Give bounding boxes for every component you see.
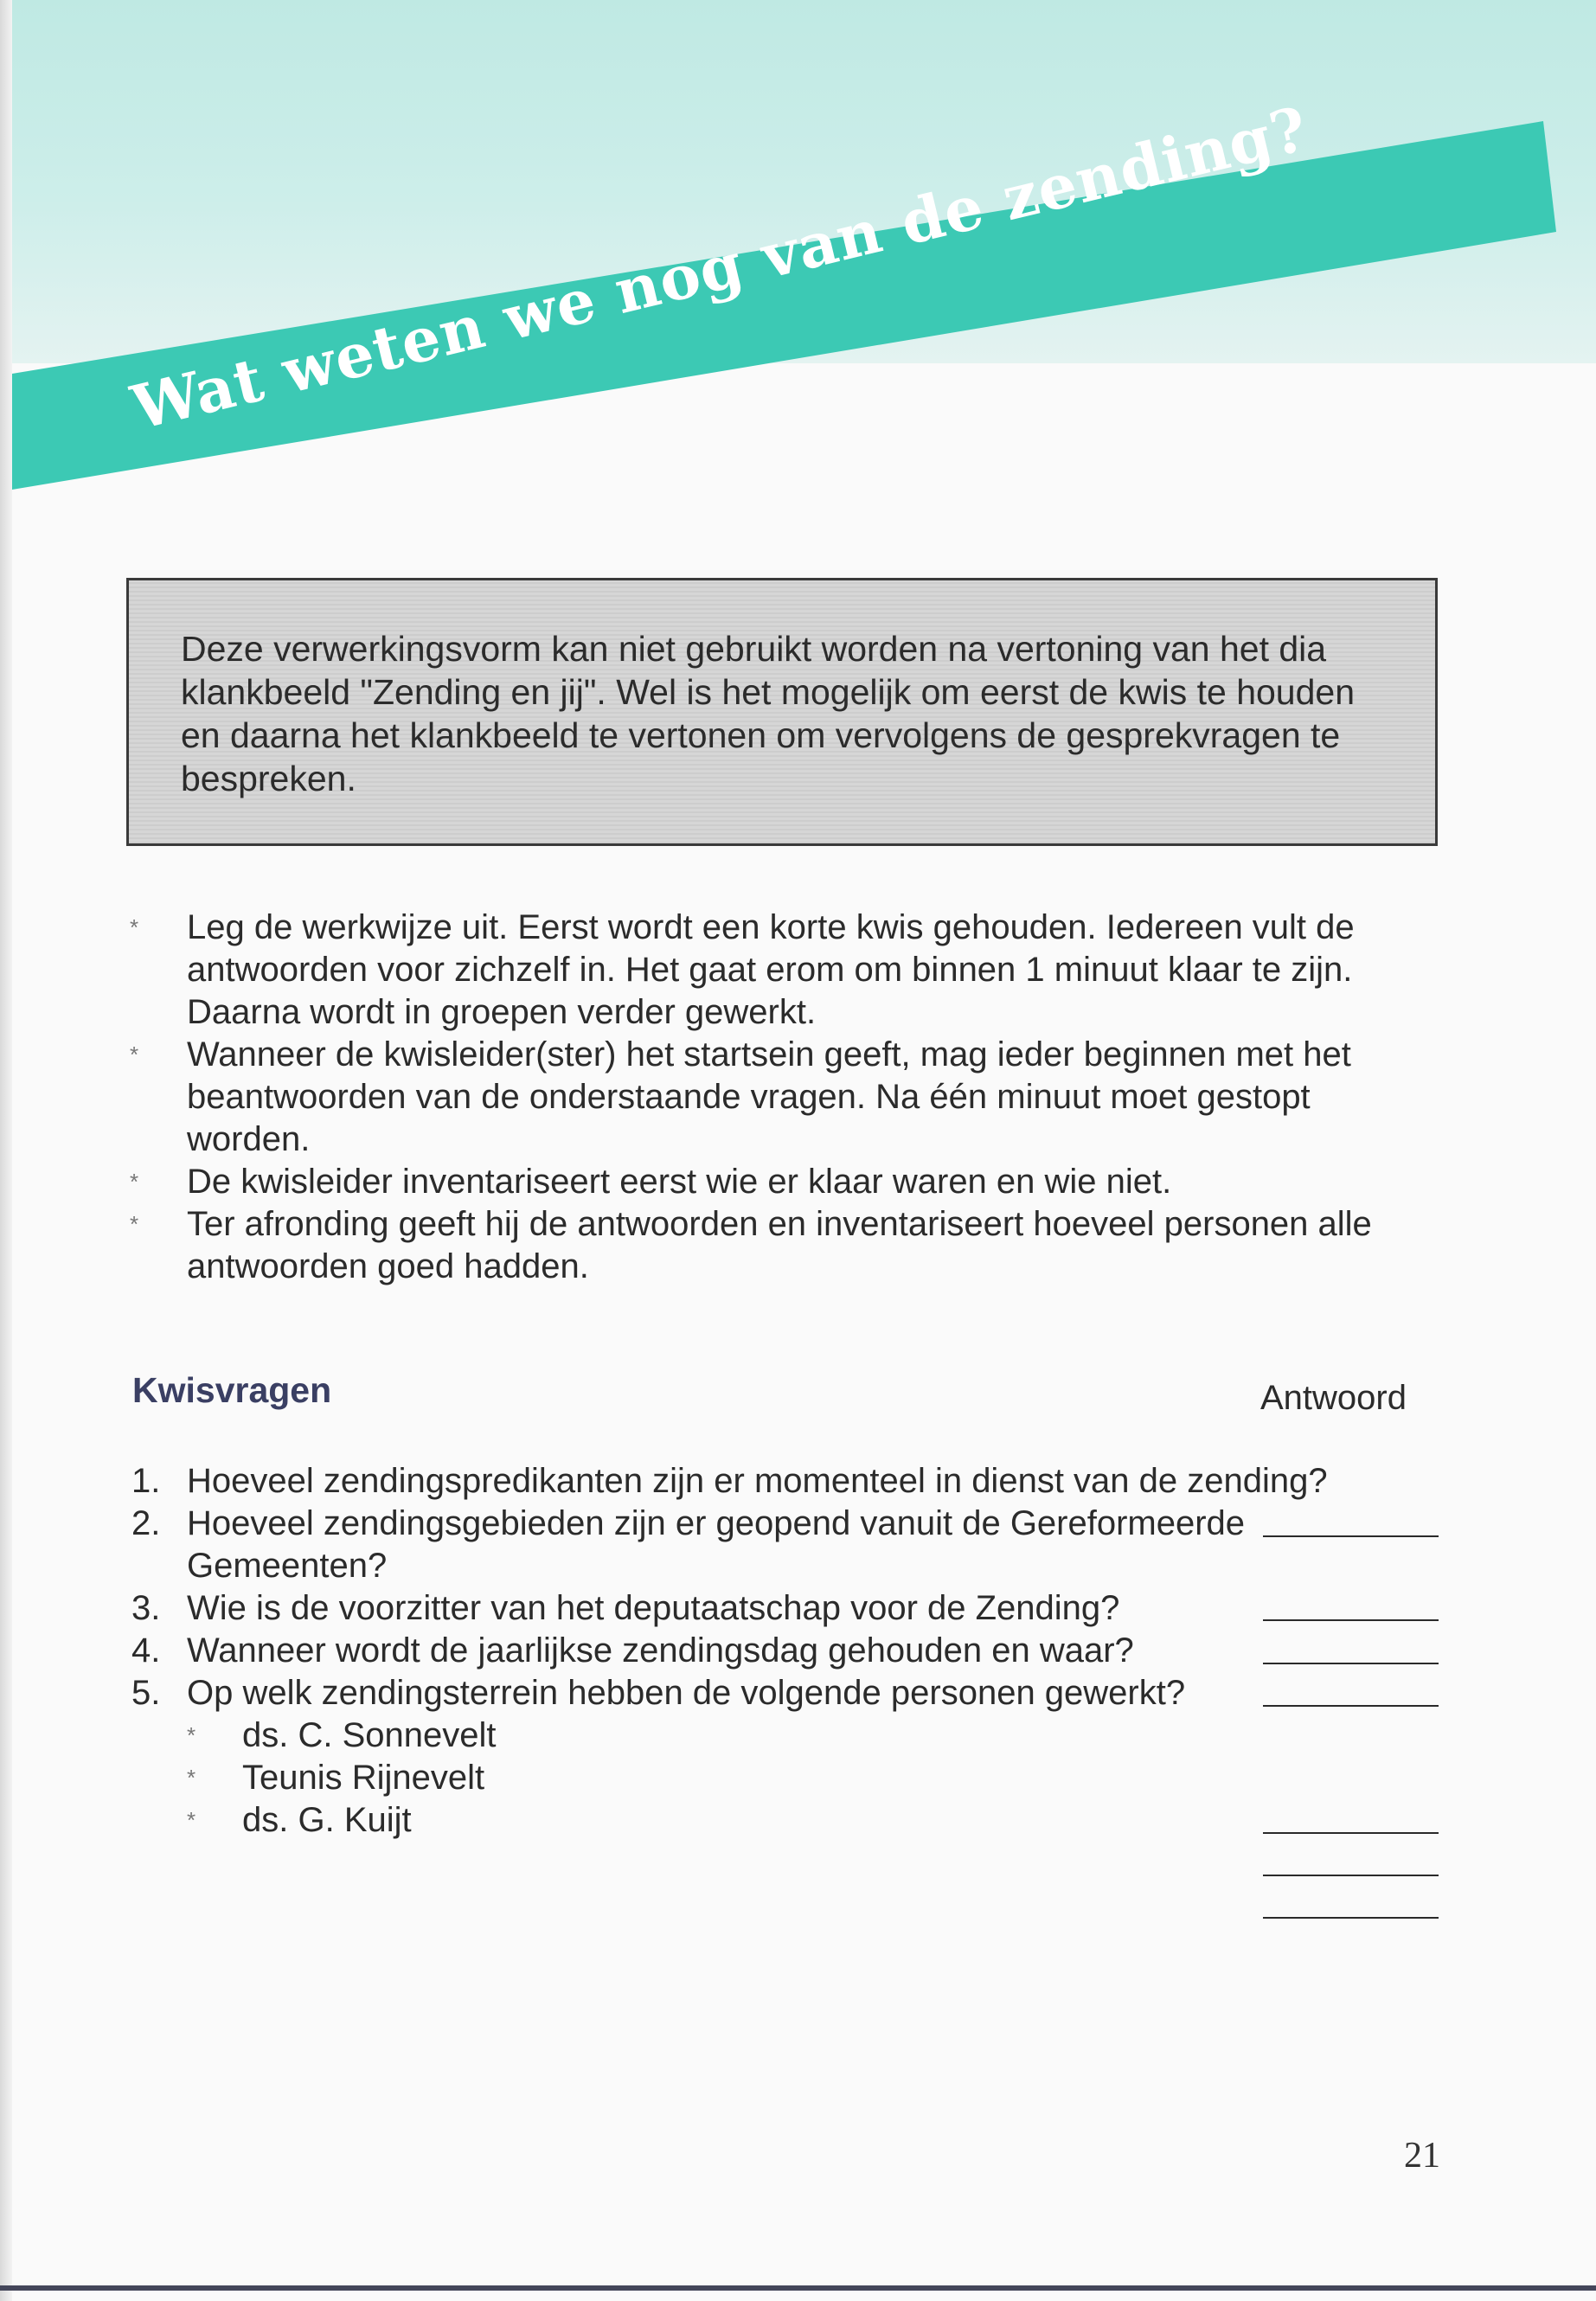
instruction-list: [128, 907, 1443, 1288]
answer-line-5b[interactable]: [1263, 1875, 1439, 1876]
bullet: *: [130, 914, 139, 940]
bullet: *: [187, 1807, 196, 1833]
question-text: Wie is de voorzitter van het deputaatschap voor de Zending?: [187, 1589, 1120, 1627]
answer-line-5c[interactable]: [1263, 1917, 1439, 1919]
bullet: *: [130, 1169, 139, 1195]
page-number: 21: [1404, 2136, 1440, 2176]
question-text: Wanneer wordt de jaarlijkse zendingsdag gehouden en waar?: [187, 1631, 1134, 1670]
answer-line-2[interactable]: [1263, 1619, 1439, 1621]
instruction-text: De kwisleider inventariseert eerst wie er klaar waren en wie niet.: [187, 1163, 1172, 1201]
question-number: 5.: [131, 1674, 161, 1712]
answer-heading: Antwoord: [1260, 1379, 1407, 1417]
question-text: Op welk zendingsterrein hebben de volgende personen gewerkt?: [187, 1674, 1186, 1712]
list-item: [128, 1203, 1443, 1288]
instruction-text: Wanneer de kwisleider(ster) het startsein geeft, mag ieder beginnen met het beantwoorden van de onderstaande vragen. Na één minuut moet gestopt worden.: [187, 1035, 1351, 1158]
person-name: ds. C. Sonnevelt: [242, 1716, 497, 1754]
question-text: Hoeveel zendingspredikanten zijn er momenteel in dienst van de zending?: [187, 1462, 1328, 1500]
quiz-heading: Kwisvragen: [132, 1370, 332, 1410]
bullet: *: [130, 1211, 139, 1237]
list-item: [128, 991, 1443, 1034]
person-item: [128, 1715, 1443, 1757]
answer-line-1[interactable]: [1263, 1535, 1439, 1537]
question-number: 2.: [131, 1504, 161, 1542]
bullet: *: [187, 1765, 196, 1791]
person-item: [128, 1757, 1443, 1799]
question-item: [128, 1630, 1443, 1672]
instruction-text: Leg de werkwijze uit. Eerst wordt een korte kwis gehouden. Iedereen vult de antwoorden voor zichzelf in. Het gaat erom om binnen 1 minuut klaar te zijn.: [187, 908, 1355, 989]
question-text: Hoeveel zendingsgebieden zijn er geopend vanuit de Gereformeerde Gemeenten?: [187, 1504, 1246, 1585]
bullet: *: [130, 1042, 139, 1067]
bottom-rule: [0, 2285, 1596, 2291]
question-number: 3.: [131, 1589, 161, 1627]
question-item: [128, 1460, 1443, 1503]
answer-line-5a[interactable]: [1263, 1832, 1439, 1834]
question-number: 1.: [131, 1462, 161, 1500]
question-list: [128, 1460, 1443, 1842]
note-box: [126, 578, 1438, 846]
person-item: [128, 1799, 1443, 1842]
list-item: [128, 1161, 1443, 1203]
list-item: [128, 1034, 1443, 1161]
question-item: [128, 1587, 1443, 1630]
page-title: Wat weten we nog van de zending?: [125, 92, 1315, 444]
answer-line-3[interactable]: [1263, 1663, 1439, 1664]
note-text: Deze verwerkingsvorm kan niet gebruikt worden na vertoning van het dia klankbeeld "Zending en jij". Wel is het mogelijk om eerst de kwis te houden en daarna het klankbeeld te vertonen om vervolgens de gesprekvragen te bespreken.: [181, 629, 1356, 798]
instruction-text: Ter afronding geeft hij de antwoorden en inventariseert hoeveel personen alle antwoorden goed hadden.: [187, 1205, 1372, 1285]
page-edge: [0, 0, 12, 2301]
person-name: Teunis Rijnevelt: [242, 1759, 485, 1797]
person-name: ds. G. Kuijt: [242, 1801, 412, 1839]
bullet: *: [187, 1722, 196, 1748]
instruction-text: Daarna wordt in groepen verder gewerkt.: [187, 993, 817, 1031]
list-item: [128, 907, 1443, 991]
question-item: [128, 1503, 1443, 1587]
question-item: [128, 1672, 1443, 1715]
answer-line-4[interactable]: [1263, 1705, 1439, 1707]
title-banner: [12, 0, 1596, 519]
question-number: 4.: [131, 1631, 161, 1670]
banner-stripe: [12, 121, 1556, 490]
